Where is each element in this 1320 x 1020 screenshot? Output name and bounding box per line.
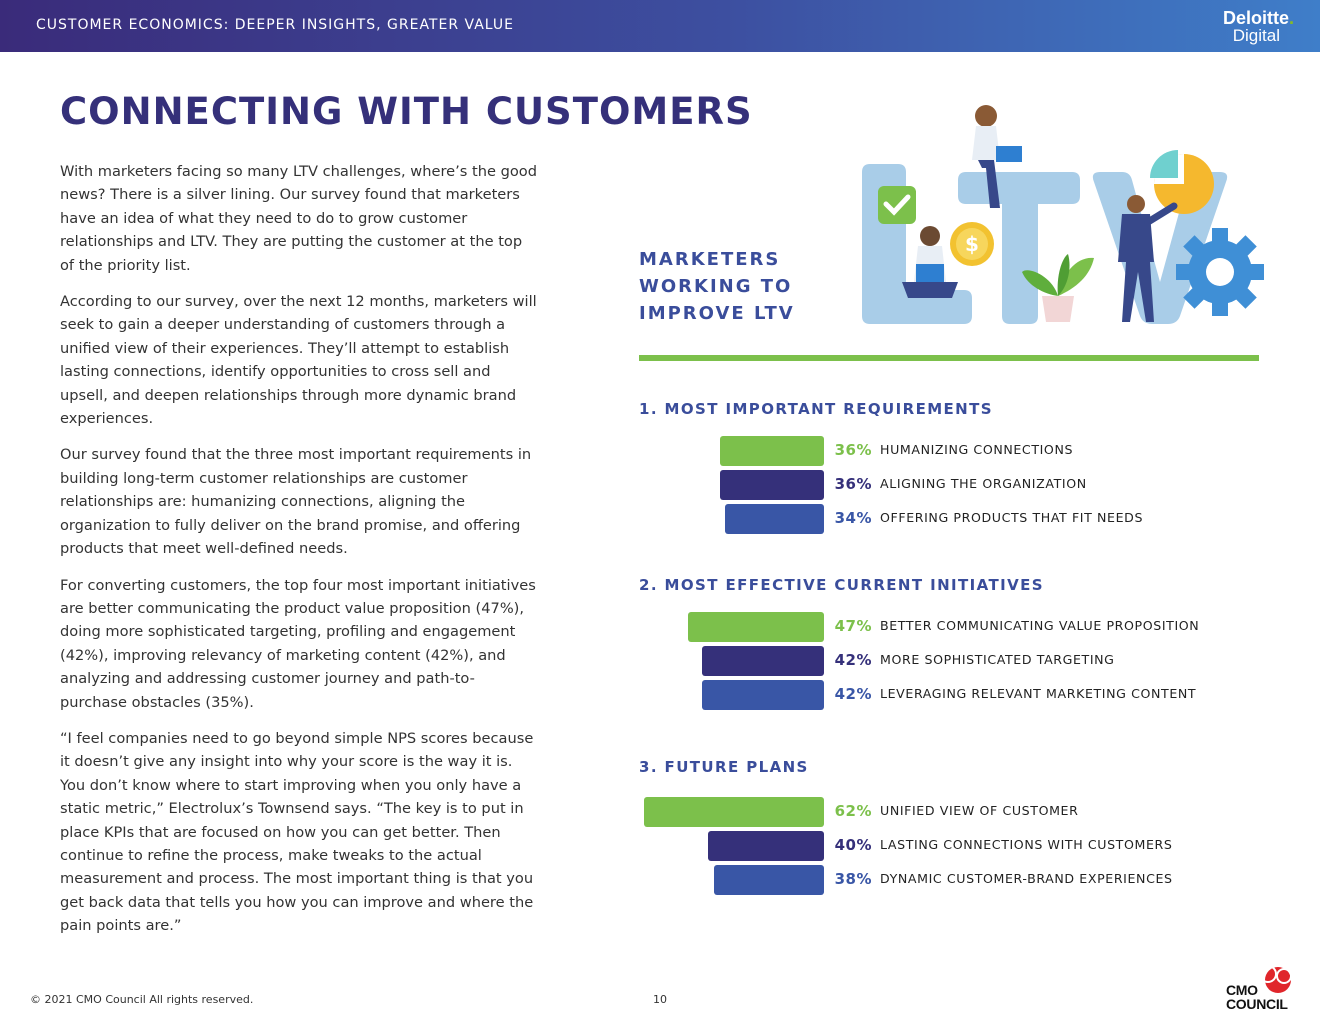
council-logo-line: COUNCIL <box>1226 996 1288 1012</box>
sidebar-title-line: MARKETERS <box>639 249 781 270</box>
cmo-logo-line: CMO <box>1226 982 1258 998</box>
bar-category-label: HUMANIZING CONNECTIONS <box>880 442 1074 457</box>
bar-category-label: OFFERING PRODUCTS THAT FIT NEEDS <box>880 510 1144 525</box>
bar-mark <box>720 470 824 500</box>
bar-value-label: 62% <box>834 802 872 820</box>
bar-category-label: LASTING CONNECTIONS WITH CUSTOMERS <box>880 837 1173 852</box>
page-title: CONNECTING WITH CUSTOMERS <box>60 90 753 133</box>
pie-chart-icon <box>1150 150 1214 214</box>
body-paragraph: Our survey found that the three most important requirements in building long-term customer relationships are customer relationships are: humanizing connections, aligning the organization to fully deliver on the brand promise, and offering products that meet well-defined needs. <box>60 446 532 558</box>
digital-logo-word: Digital <box>1232 26 1280 45</box>
body-paragraph: With marketers facing so many LTV challenges, where’s the good news? There is a silver lining. Our survey found that marketers have an idea of what they need to do to grow customer relationships and LTV. They are putting the customer at the top of the priority list. <box>60 163 537 274</box>
bar-value-label: 42% <box>834 651 872 669</box>
bar-category-label: UNIFIED VIEW OF CUSTOMER <box>880 803 1079 818</box>
bar-mark <box>688 612 824 642</box>
header-title: CUSTOMER ECONOMICS: DEEPER INSIGHTS, GREATER VALUE <box>36 17 514 33</box>
section-divider <box>639 355 1259 361</box>
bar-value-label: 47% <box>834 617 872 635</box>
check-icon <box>878 186 916 224</box>
sidebar-title-line: IMPROVE LTV <box>639 303 795 324</box>
quote-paragraph: “I feel companies need to go beyond simple NPS scores because it doesn’t give any insight into why your score is the way it is. You don’t know where to start improving when you only have a static metric,” Electrolux’s Townsend says. “The key is to put in place KPIs that are focused on how you can get better. Then continue to refine the process, make tweaks to the actual measurement and process. The most important thing is that you get back data that tells you how you can improve and where the pain points are.” <box>60 729 534 935</box>
deloitte-logo-word: Deloitte <box>1222 8 1289 28</box>
bar-category-label: MORE SOPHISTICATED TARGETING <box>880 652 1115 667</box>
bar-mark <box>720 436 824 466</box>
gear-icon <box>1176 228 1264 316</box>
footer-copyright: © 2021 CMO Council All rights reserved. <box>30 993 254 1006</box>
bar-value-label: 34% <box>834 509 872 527</box>
body-text-column <box>60 160 540 951</box>
chart-title-initiatives: 2. MOST EFFECTIVE CURRENT INITIATIVES <box>639 576 1044 594</box>
bar-category-label: BETTER COMMUNICATING VALUE PROPOSITION <box>880 618 1200 633</box>
bar-value-label: 42% <box>834 685 872 703</box>
bar-mark <box>708 831 824 861</box>
body-paragraph: According to our survey, over the next 12 months, marketers will seek to gain a deeper understanding of customers through a unified view of their experiences. They’ll attempt to establish lasting connections, identify opportunities to cross sell and upsell, and deepen relationships through more dynamic brand experiences. <box>60 293 537 428</box>
bar-category-label: LEVERAGING RELEVANT MARKETING CONTENT <box>880 686 1197 701</box>
bar-category-label: ALIGNING THE ORGANIZATION <box>880 476 1087 491</box>
bar-value-label: 36% <box>834 441 872 459</box>
man-with-laptop <box>902 226 958 298</box>
body-paragraph: For converting customers, the top four most important initiatives are better communicating the product value proposition (47%), doing more sophisticated targeting, profiling and engagement (42%), improving relevancy of marketing content (42%), and analyzing and addressing customer journey and path-to-purchase obstacles (35%). <box>60 576 536 711</box>
sidebar-title-line: WORKING TO <box>639 276 793 297</box>
bar-mark <box>702 646 824 676</box>
bar-mark <box>702 680 824 710</box>
ltv-people-illustration <box>858 100 1270 332</box>
page-number: 10 <box>653 993 667 1006</box>
bar-mark <box>725 504 824 534</box>
bar-category-label: DYNAMIC CUSTOMER-BRAND EXPERIENCES <box>880 871 1173 886</box>
chart-title-requirements: 1. MOST IMPORTANT REQUIREMENTS <box>639 400 993 418</box>
bar-value-label: 36% <box>834 475 872 493</box>
header-band <box>0 0 1320 52</box>
bar-value-label: 40% <box>834 836 872 854</box>
bar-value-label: 38% <box>834 870 872 888</box>
sidebar-title <box>639 246 839 327</box>
bar-mark <box>714 865 824 895</box>
chart-title-future-plans: 3. FUTURE PLANS <box>639 758 809 776</box>
coin-icon <box>950 222 994 266</box>
deloitte-logo-dot: . <box>1288 8 1294 28</box>
svg-text:$: $ <box>965 232 979 256</box>
bar-mark <box>644 797 824 827</box>
